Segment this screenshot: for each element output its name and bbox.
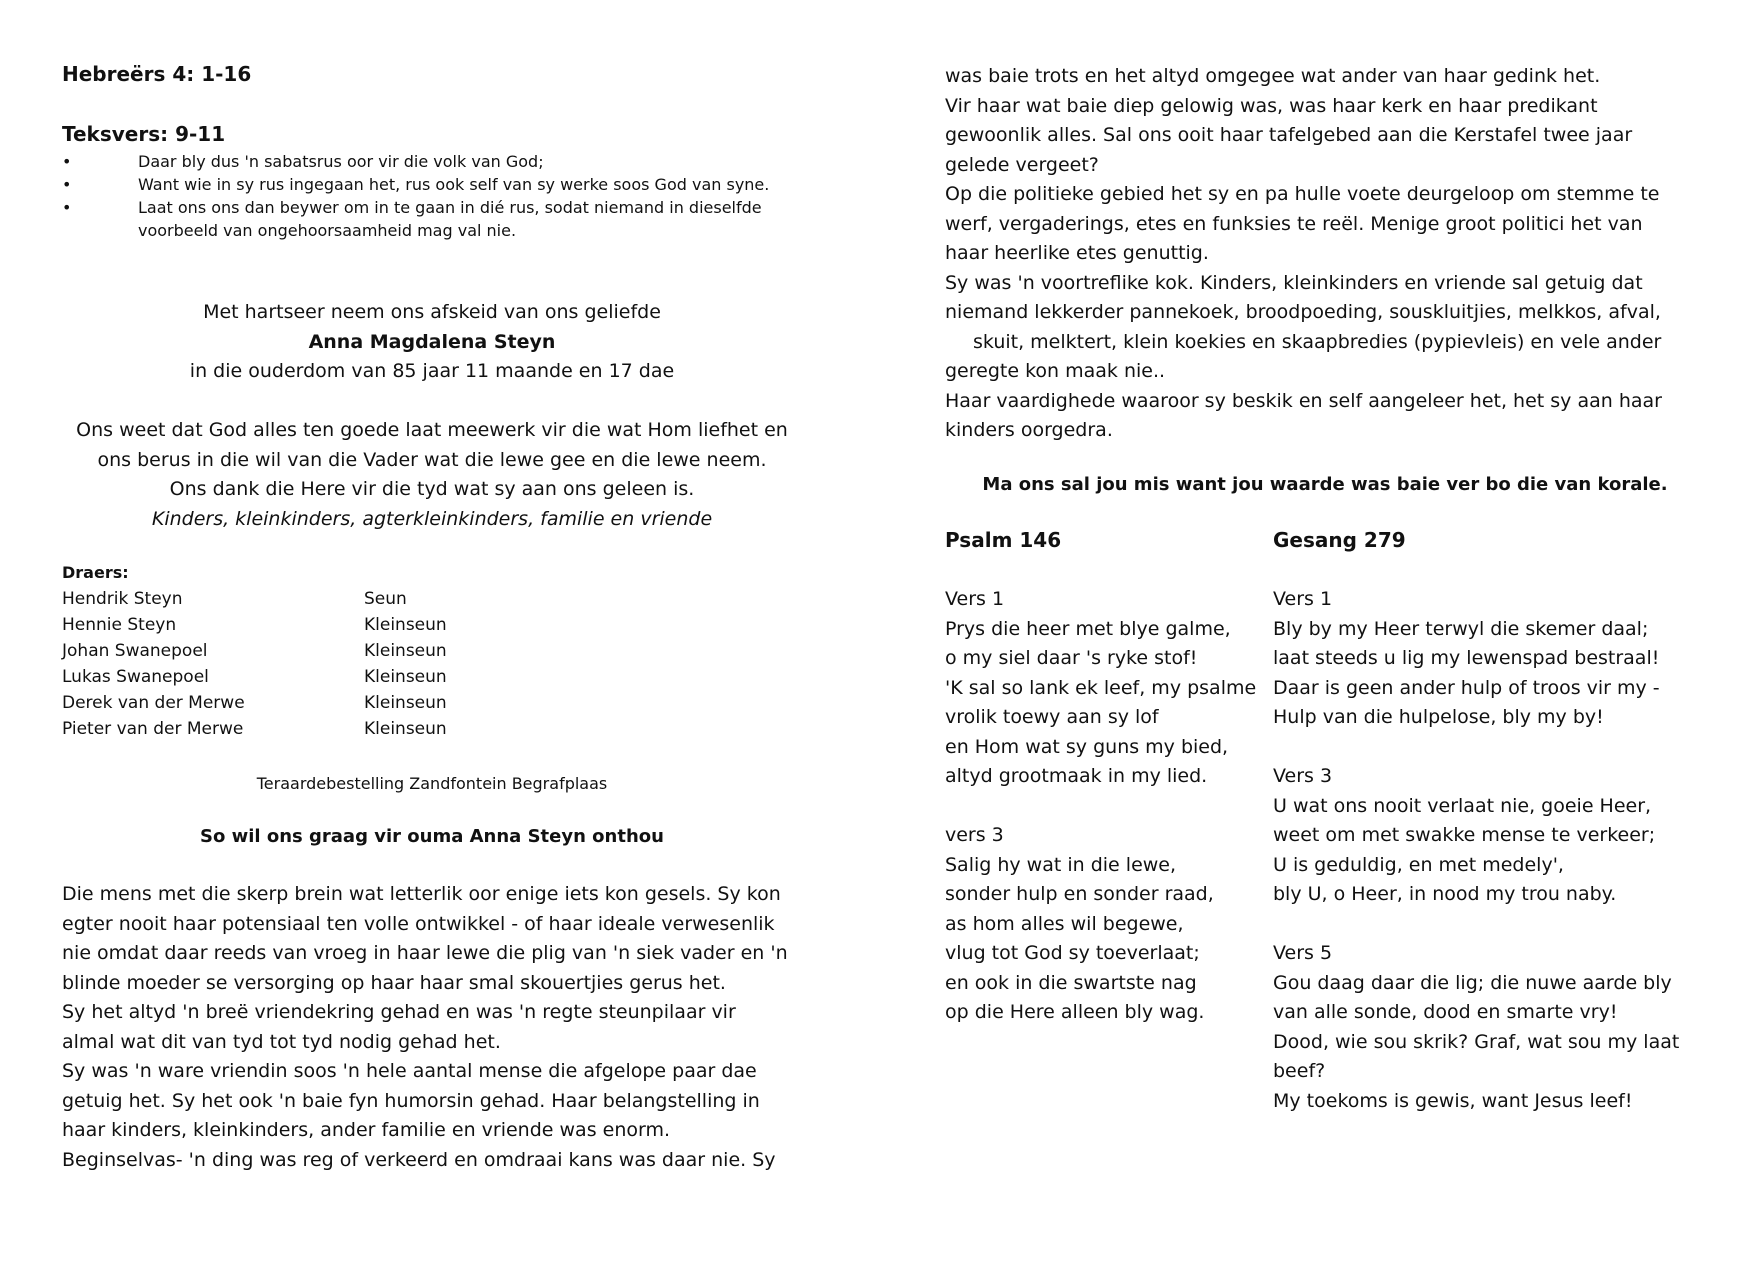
bio-line: Beginselvas- 'n ding was reg of verkeerd en omdraai kans was daar nie. Sy bbox=[62, 1148, 776, 1171]
pallbearers-table bbox=[62, 586, 447, 742]
verse-line: U is geduldig, en met medely', bbox=[1273, 853, 1564, 876]
bio-line: kinders oorgedra. bbox=[945, 419, 1113, 441]
hymn-verse bbox=[1273, 585, 1705, 733]
bio-line: Die mens met die skerp brein wat letterlik oor enige iets kon gesels. Sy kon bbox=[62, 883, 781, 905]
verse-line: sonder hulp en sonder raad, bbox=[945, 883, 1214, 905]
verse-line: beef? bbox=[1273, 1060, 1326, 1082]
announcement bbox=[62, 298, 802, 387]
bio-line: geregte kon maak nie.. bbox=[945, 360, 1166, 382]
list-item: • Daar bly dus 'n sabatsrus oor vir die volk van God; bbox=[62, 152, 544, 171]
bio-line: was baie trots en het altyd omgegee wat ander van haar gedink het. bbox=[945, 65, 1601, 87]
deceased-name: Anna Magdalena Steyn bbox=[308, 330, 556, 353]
hymn-title: Gesang 279 bbox=[1273, 528, 1406, 552]
bio-line: egter nooit haar potensiaal ten volle ontwikkel - of haar ideale verwesenlik bbox=[62, 912, 775, 935]
verse-line: Bly by my Heer terwyl die skemer daal; bbox=[1273, 617, 1649, 640]
verse-label: Vers 3 bbox=[1273, 765, 1333, 787]
scripture-reference: Hebreërs 4: 1-16 bbox=[62, 62, 252, 86]
verse-line: My toekoms is gewis, want Jesus leef! bbox=[1273, 1089, 1633, 1112]
bio-line: Op die politieke gebied het sy en pa hulle voete deurgeloop om stemme te bbox=[945, 183, 1660, 205]
comfort-message bbox=[62, 416, 802, 534]
verse-line: op die Here alleen bly wag. bbox=[945, 1001, 1205, 1023]
biography-right bbox=[945, 62, 1705, 446]
verse-line: U wat ons nooit verlaat nie, goeie Heer, bbox=[1273, 794, 1652, 817]
remember-heading: So wil ons graag vir ouma Anna Steyn onthou bbox=[200, 826, 664, 847]
list-item: • Want wie in sy rus ingegaan het, rus ook self van sy werke soos God van syne. bbox=[62, 175, 770, 194]
verse-line: vlug tot God sy toeverlaat; bbox=[945, 942, 1200, 964]
verse-line: as hom alles wil begewe, bbox=[945, 912, 1184, 935]
verse-line: o my siel daar 's ryke stof! bbox=[945, 647, 1198, 669]
bio-line: niemand lekkerder pannekoek, broodpoeding, souskluitjies, melkkos, afval, bbox=[945, 301, 1661, 323]
bio-line: Sy was 'n ware vriendin soos 'n hele aantal mense die afgelope paar dae bbox=[62, 1060, 757, 1082]
bio-line: werf, vergaderings, etes en funksies te reël. Menige groot politici het van bbox=[945, 212, 1643, 235]
verse-label: Vers 5 bbox=[1273, 942, 1333, 964]
verse-label: Vers 1 bbox=[1273, 588, 1333, 610]
gesang-279 bbox=[1273, 526, 1705, 1146]
verse-line: Hulp van die hulpelose, bly my by! bbox=[1273, 706, 1604, 728]
comfort-line: ons berus in die wil van die Vader wat die lewe gee en die lewe neem. bbox=[97, 448, 767, 471]
bio-line: almal wat dit van tyd tot tyd nodig gehad het. bbox=[62, 1030, 501, 1053]
bullet-icon: • bbox=[62, 152, 72, 171]
comfort-line: Ons weet dat God alles ten goede laat meewerk vir die wat Hom liefhet en bbox=[76, 419, 788, 441]
bio-line: Vir haar wat baie diep gelowig was, was haar kerk en haar predikant bbox=[945, 94, 1598, 117]
bio-line: Haar vaardighede waaroor sy beskik en self aangeleer het, het sy aan haar bbox=[945, 389, 1662, 412]
pallbearers-heading: Draers: bbox=[62, 563, 129, 582]
verse-line: Dood, wie sou skrik? Graf, wat sou my laat bbox=[1273, 1030, 1680, 1053]
verse-line: weet om met swakke mense te verkeer; bbox=[1273, 824, 1656, 846]
left-page bbox=[62, 0, 802, 1275]
hymn-verse bbox=[945, 821, 1265, 1028]
bio-line: haar kinders, kleinkinders, ander familie en vriende was enorm. bbox=[62, 1119, 671, 1141]
bullet-icon: • bbox=[62, 175, 72, 194]
list-item: • Laat ons ons dan beywer om in te gaan in dié rus, sodat niemand in dieselfde voorbeeld van ongehoorsaamheid mag val nie. bbox=[62, 198, 762, 240]
comfort-line: Ons dank die Here vir die tyd wat sy aan ons geleen is. bbox=[169, 478, 695, 500]
burial-info: Teraardebestelling Zandfontein Begrafplaas bbox=[256, 774, 608, 793]
table-row: Pieter van der Merwe Kleinseun bbox=[62, 719, 447, 739]
table-row: Lukas Swanepoel Kleinseun bbox=[62, 667, 447, 687]
verse-line: en ook in die swartste nag bbox=[945, 971, 1197, 994]
verse-line: Salig hy wat in die lewe, bbox=[945, 853, 1177, 876]
bio-line: gelede vergeet? bbox=[945, 153, 1099, 176]
hymn-verse bbox=[1273, 939, 1705, 1116]
bio-line: getuig het. Sy het ook 'n baie fyn humorsin gehad. Haar belangstelling in bbox=[62, 1089, 760, 1112]
bullet-icon: • bbox=[62, 198, 72, 217]
verse-line: Daar is geen ander hulp of troos vir my - bbox=[1273, 676, 1660, 699]
hymn-verse bbox=[945, 585, 1265, 792]
right-page bbox=[945, 0, 1705, 1275]
bio-line: skuit, melktert, klein koekies en skaapbredies (pypievleis) en vele ander bbox=[973, 330, 1662, 353]
bio-line: blinde moeder se versorging op haar haar smal skouertjies gerus het. bbox=[62, 971, 726, 994]
text-verse-list bbox=[62, 150, 802, 242]
verse-line: bly U, o Heer, in nood my trou naby. bbox=[1273, 883, 1617, 905]
verse-line: van alle sonde, dood en smarte vry! bbox=[1273, 1001, 1618, 1023]
verse-label: Vers 1 bbox=[945, 588, 1005, 610]
bio-line: haar heerlike etes genuttig. bbox=[945, 242, 1209, 264]
verse-label: vers 3 bbox=[945, 824, 1004, 846]
biography-left bbox=[62, 880, 802, 1175]
age-line: in die ouderdom van 85 jaar 11 maande en 17 dae bbox=[189, 360, 675, 382]
bio-line: nie omdat daar reeds van vroeg in haar lewe die plig van 'n siek vader en 'n bbox=[62, 942, 788, 964]
verse-line: 'K sal so lank ek leef, my psalme bbox=[945, 676, 1257, 699]
verse-line: Gou daag daar die lig; die nuwe aarde bly bbox=[1273, 971, 1672, 994]
family-line: Kinders, kleinkinders, agterkleinkinders, familie en vriende bbox=[151, 507, 713, 530]
tribute-heading: Ma ons sal jou mis want jou waarde was baie ver bo die van korale. bbox=[982, 474, 1668, 495]
hymn-title: Psalm 146 bbox=[945, 528, 1062, 552]
verse-line: altyd grootmaak in my lied. bbox=[945, 765, 1208, 787]
table-row: Johan Swanepoel Kleinseun bbox=[62, 641, 447, 661]
verse-line: Prys die heer met blye galme, bbox=[945, 617, 1231, 640]
table-row: Derek van der Merwe Kleinseun bbox=[62, 693, 447, 713]
psalm-146 bbox=[945, 526, 1265, 1057]
hymn-verse bbox=[1273, 762, 1705, 910]
bio-line: Sy was 'n voortreflike kok. Kinders, kleinkinders en vriende sal getuig dat bbox=[945, 271, 1643, 294]
verse-line: vrolik toewy aan sy lof bbox=[945, 706, 1159, 728]
announce-line: Met hartseer neem ons afskeid van ons geliefde bbox=[203, 301, 661, 323]
bio-line: Sy het altyd 'n breë vriendekring gehad en was 'n regte steunpilaar vir bbox=[62, 1001, 736, 1023]
verse-line: en Hom wat sy guns my bied, bbox=[945, 735, 1229, 758]
verse-line: laat steeds u lig my lewenspad bestraal! bbox=[1273, 647, 1660, 669]
bio-line: gewoonlik alles. Sal ons ooit haar tafelgebed aan die Kerstafel twee jaar bbox=[945, 124, 1633, 146]
table-row: Hendrik Steyn Seun bbox=[62, 589, 407, 609]
text-verse-heading: Teksvers: 9-11 bbox=[62, 122, 226, 146]
table-row: Hennie Steyn Kleinseun bbox=[62, 615, 447, 635]
